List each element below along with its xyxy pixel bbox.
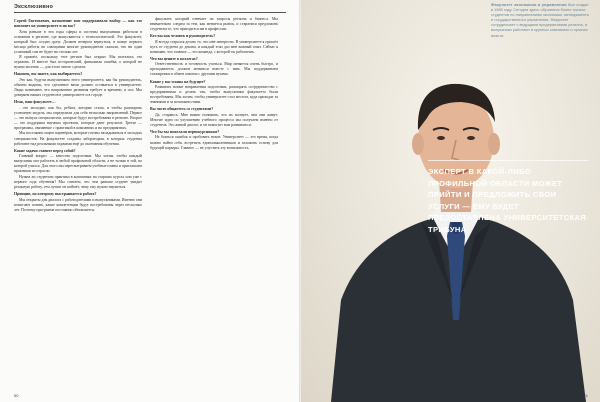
article-paragraph: Это как, будучи выпускником этого университета, как бы руководитель, обычно видишь, что сделанное вами должно оставаться в университете. Люди понимают, что направление развития требует и времени, и сил. Мы доверяем наших студентов в университете и в городе. xyxy=(14,78,142,98)
page-number-left: 50 xyxy=(14,393,19,398)
pull-quote: ЭКСПЕРТ В КАКОЙ-ЛИБО ПРОФИЛЬНОЙ ОБЛАСТИ МОЖЕТ ПРИЙТИ И ПРЕДЛОЖИТЬ СВОИ УСЛУГИ — ЕМУ БУДЕТ ПРЕДОСТАВЛЕНА УНИВЕРСИТЕТСКАЯ ТРИБУНА xyxy=(428,167,587,234)
sidebox-heading: Факультет экономики и управления xyxy=(491,2,567,7)
article-column-1 xyxy=(14,17,142,377)
article-question: Какие у вас планы на будущее? xyxy=(150,79,206,84)
section-rubric: Эксклюзивно xyxy=(14,4,54,10)
article-paragraph: Нужна ли студентам практика в компаниях на старших курсах или уже с первого года обучения? Мы считаем, что чем раньше студент увидит реальную работу, тем лучше он поймёт, чему ему нужно научиться. xyxy=(14,174,142,189)
article-question: Итак, ваш факультет… xyxy=(14,100,56,105)
article-paragraph: Я всегда старался делать то, что мне интересно. В университете я прошёл путь от студента до декана, и каждый этап дал мне важный опыт. Сейчас я понимаю, что главное — это команда, с которой ты работаешь. xyxy=(150,39,278,54)
quote-rule xyxy=(428,160,588,161)
article-paragraph: Мы постоянно ищем партнёров, которые готовы вкладываться в молодых специалистов. На факультете созданы лаборатории, в которых студенты работают над реальными задачами ещё до окончания обучения. xyxy=(14,131,142,146)
article-question: Что вы цените в коллегах? xyxy=(150,56,198,61)
article-question: Наконец, вы знаете, как выбираетесь? xyxy=(14,72,83,77)
info-sidebox xyxy=(491,2,591,38)
article-column-2 xyxy=(150,17,278,377)
article-question: Сергей Евгеньевич, назначение вам поддерживала выбор — как это повлияет на университет и на вас? xyxy=(14,19,142,29)
article-paragraph: Ответственность и готовность учиться. Мир меняется очень быстро, и преподаватель должен меняться вместе с ним. Мы поддерживаем стажировки и обмен опытом с другими вузами. xyxy=(150,62,278,77)
article-question: Принцип, по которому выстраивается работа? xyxy=(14,192,97,196)
article-paragraph: Мы открыты для диалога с работодателями и выпускниками. Именно они помогают понять, какие компетенции будут востребованы через несколько лет. Поэтому программа постоянно обновляется. xyxy=(14,197,142,212)
rubric-rule xyxy=(14,12,286,13)
article-paragraph: Хотя раньше в эти годы сферы и системы выпускники работали в основном в регионе, где выпускаются с технологической. Это факультет, который был создан сразу. Должен вечером вернуться, в конце первого месяца работы на совещании многие руководители сказали, что ни один успешный сам не будет на столько лет. xyxy=(14,29,142,54)
article-paragraph: факультет, который отвечает на запросы региона и бизнеса. Мы внимательно следим за тем, как меняется рынок, и стараемся предложить студентам то, что пригодится им в профессии. xyxy=(150,17,278,32)
article-paragraph: Не бояться ошибок и пробовать новое. Университет — это время, когда можно найти себя, встретить единомышленников и заложить основу для будущей карьеры. Главное — не упустить эту возможность. xyxy=(150,135,278,150)
article-paragraph: Развивать новые направления подготовки, расширять сотрудничество с предприятиями и делать так, чтобы выпускники факультета были востребованы. Мы хотим, чтобы университет стал местом, куда приходят за знаниями и за возможностями. xyxy=(150,85,278,105)
article-question: Какие задачи ставите перед собой? xyxy=(14,148,76,153)
article-paragraph: …это молодые, как бы, ребята, которые стали, и чтобы расширить успешную модель, мы определили для себя несколько направлений. Первое — это выпуск специалистов, которые будут востребованы в регионе. Второе — это поддержка научных проектов, которые дают результат. Третье — программы, связанные с практикой в компаниях и на предприятиях. xyxy=(14,105,142,130)
article-paragraph: Я пришёл, поскольку этот регион был открыт. Мы пытались это отражать. И вместе был исторический, финальная ошибка, о которой не нужно молчать — для этого много сделали. xyxy=(14,55,142,70)
article-question: Кто вы как человек и руководитель? xyxy=(150,34,216,39)
sidebox-body: был создан в 1989 году. Сегодня здесь обучаются более тысячи студентов по направлениям экономики, менеджмента и государственного управления. Факультет сотрудничает с ведущими предприятиями региона, а выпускники работают в крупных компаниях и органах власти. xyxy=(491,2,589,38)
article-question: Вы часто общаетесь со студентами? xyxy=(150,107,214,112)
article-paragraph: Главный вопрос — качество подготовки. Мы хотим, чтобы каждый выпускник мог работать в любой профильной области, а не только в той, по которой учился. Для этого мы пересматриваем учебные планы и приглашаем практиков из отрасли. xyxy=(14,154,142,174)
page-number-right: 51 xyxy=(583,393,588,398)
article-paragraph: Да, стараюсь. Мне важно понимать, что их волнует, чем они живут. Многие идеи по улучшению учебного процесса мы получаем именно от студентов. Это живой диалог, и он помогает нам развиваться. xyxy=(150,112,278,127)
article-question: Что бы вы пожелали первокурсникам? xyxy=(150,129,220,134)
